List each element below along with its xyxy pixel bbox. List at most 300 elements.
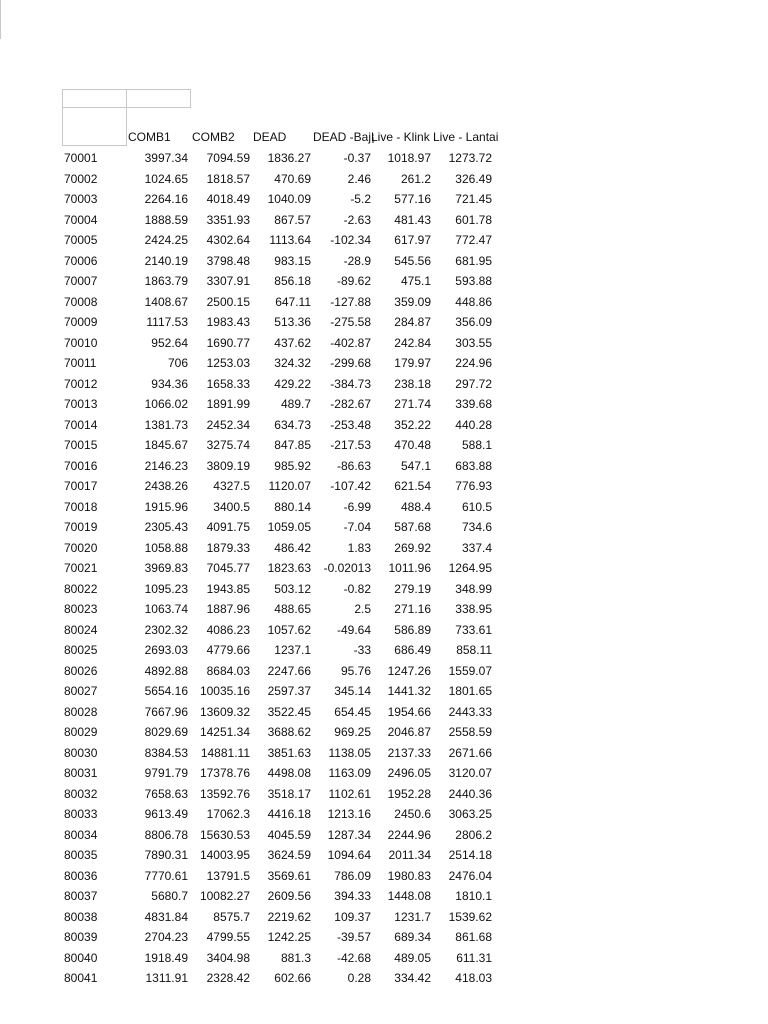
row-id: 80030 — [64, 745, 98, 760]
row-id: 80023 — [64, 602, 98, 616]
table-row — [0, 292, 768, 313]
comb1-cell: 2305.43 — [144, 520, 188, 534]
live-klink-cell: 238.18 — [394, 376, 431, 391]
comb2-cell: 4302.64 — [206, 233, 250, 247]
live-klink-cell: 1018.97 — [387, 151, 431, 165]
comb1-cell: 7667.96 — [144, 704, 188, 719]
live-klink-cell: 2244.96 — [387, 827, 431, 842]
comb2-cell: 3400.5 — [213, 499, 250, 514]
live-lantai-cell: 356.09 — [455, 315, 492, 329]
live-klink-cell: 352.22 — [394, 417, 431, 432]
dead-cell: 470.69 — [274, 171, 311, 186]
live-lantai-cell: 610.5 — [461, 499, 492, 514]
comb1-cell: 1311.91 — [145, 971, 188, 985]
comb2-cell: 1887.96 — [206, 602, 250, 616]
empty-cell[interactable] — [62, 107, 127, 146]
comb1-cell: 1024.65 — [144, 171, 188, 186]
live-klink-cell: 547.1 — [400, 458, 431, 473]
dead-baj-cell: 2.46 — [347, 171, 371, 186]
row-id: 70019 — [64, 520, 98, 534]
comb2-cell: 14003.95 — [199, 848, 250, 862]
comb2-cell: 1943.85 — [206, 581, 250, 596]
dead-cell: 486.42 — [274, 540, 311, 555]
dead-cell: 3522.45 — [267, 704, 311, 719]
comb1-cell: 5680.7 — [151, 889, 188, 903]
live-lantai-cell: 337.4 — [461, 540, 492, 555]
dead-cell: 1040.09 — [267, 192, 311, 206]
comb1-cell: 2146.23 — [144, 458, 188, 473]
comb2-cell: 3404.98 — [206, 950, 250, 965]
dead-cell: 1120.07 — [268, 479, 311, 493]
live-lantai-cell: 338.95 — [455, 602, 492, 616]
live-lantai-cell: 2806.2 — [455, 827, 492, 842]
table-row — [0, 435, 768, 456]
live-klink-cell: 1448.08 — [387, 889, 431, 903]
dead-cell: 1113.64 — [269, 233, 311, 247]
table-row — [0, 476, 768, 497]
comb1-cell: 1058.88 — [144, 540, 188, 555]
dead-cell: 488.65 — [274, 602, 311, 616]
dead-baj-cell: 1287.34 — [327, 827, 371, 842]
dead-cell: 513.36 — [274, 315, 311, 329]
comb1-cell: 1863.79 — [144, 274, 188, 288]
comb2-cell: 1983.43 — [206, 315, 250, 329]
dead-baj-cell: -2.63 — [343, 212, 371, 227]
live-lantai-cell: 733.61 — [455, 622, 492, 637]
live-lantai-cell: 1810.1 — [455, 889, 492, 903]
live-klink-cell: 2137.33 — [387, 745, 431, 760]
live-lantai-cell: 1273.72 — [448, 151, 492, 165]
table-row — [0, 333, 768, 354]
comb2-cell: 8575.7 — [213, 909, 250, 924]
dead-baj-cell: 1094.64 — [327, 848, 371, 862]
row-id: 70016 — [64, 458, 98, 473]
header-comb1: COMB1 — [128, 130, 171, 144]
table-row — [0, 702, 768, 723]
comb1-cell: 3969.83 — [144, 561, 188, 575]
live-klink-cell: 586.89 — [394, 622, 431, 637]
live-klink-cell: 271.74 — [394, 397, 431, 411]
live-lantai-cell: 593.88 — [455, 274, 492, 288]
comb1-cell: 1888.59 — [144, 212, 188, 227]
live-lantai-cell: 2558.59 — [448, 725, 492, 739]
comb1-cell: 1095.23 — [144, 581, 188, 596]
comb2-cell: 4086.23 — [206, 622, 250, 637]
row-id: 80033 — [64, 807, 98, 821]
comb2-cell: 7094.59 — [206, 151, 250, 165]
comb1-cell: 2264.16 — [144, 192, 188, 206]
live-lantai-cell: 3120.07 — [448, 766, 492, 780]
comb1-cell: 5654.16 — [144, 684, 188, 698]
table-row — [0, 456, 768, 477]
comb2-cell: 4779.66 — [206, 643, 250, 657]
row-id: 70009 — [64, 315, 98, 329]
live-klink-cell: 1247.26 — [387, 663, 431, 678]
table-row — [0, 845, 768, 866]
dead-baj-cell: -384.73 — [330, 376, 371, 391]
row-id: 80039 — [64, 930, 98, 944]
table-body — [0, 148, 768, 989]
live-klink-cell: 621.54 — [394, 479, 431, 493]
comb2-cell: 8684.03 — [206, 663, 250, 678]
dead-cell: 324.32 — [274, 356, 311, 370]
row-id: 80027 — [64, 684, 98, 698]
dead-baj-cell: -86.63 — [336, 458, 371, 473]
dead-baj-cell: 786.09 — [334, 868, 371, 883]
comb2-cell: 1253.03 — [206, 356, 250, 370]
dead-baj-cell: 0.28 — [347, 971, 371, 985]
dead-baj-cell: -253.48 — [330, 417, 371, 432]
dead-cell: 2247.66 — [267, 663, 311, 678]
table-row — [0, 558, 768, 579]
dead-cell: 647.11 — [275, 294, 311, 309]
table-row — [0, 681, 768, 702]
live-klink-cell: 545.56 — [394, 253, 431, 268]
table-row — [0, 640, 768, 661]
comb2-cell: 2500.15 — [206, 294, 250, 309]
comb2-cell: 1891.99 — [206, 397, 250, 411]
comb1-cell: 934.36 — [151, 376, 188, 391]
dead-baj-cell: -107.42 — [330, 479, 371, 493]
row-id: 70017 — [64, 479, 98, 493]
header-comb2: COMB2 — [192, 130, 235, 144]
comb1-cell: 4892.88 — [144, 663, 188, 678]
row-id: 70002 — [64, 171, 98, 186]
comb2-cell: 4018.49 — [206, 192, 250, 206]
dead-baj-cell: -0.02013 — [323, 561, 371, 575]
live-klink-cell: 2046.87 — [387, 725, 431, 739]
live-lantai-cell: 2671.66 — [448, 745, 492, 760]
comb2-cell: 7045.77 — [206, 561, 250, 575]
table-row — [0, 374, 768, 395]
comb2-cell: 2452.34 — [206, 417, 250, 432]
live-lantai-cell: 3063.25 — [448, 807, 492, 821]
live-klink-cell: 2496.05 — [387, 766, 431, 780]
cell-divider — [0, 0, 2, 39]
table-row — [0, 353, 768, 374]
comb1-cell: 706 — [167, 356, 188, 370]
dead-cell: 1059.05 — [267, 520, 311, 534]
comb1-cell: 1408.67 — [144, 294, 188, 309]
comb1-cell: 2693.03 — [144, 643, 188, 657]
dead-cell: 3624.59 — [267, 848, 311, 862]
comb2-cell: 1818.57 — [206, 171, 250, 186]
row-id: 70020 — [64, 540, 98, 555]
live-klink-cell: 359.09 — [394, 294, 431, 309]
live-klink-cell: 279.19 — [394, 581, 431, 596]
header-live-klink: Live - Klink — [371, 130, 430, 144]
dead-baj-cell: -49.64 — [336, 622, 371, 637]
row-id: 80029 — [64, 725, 98, 739]
live-klink-cell: 271.16 — [394, 602, 431, 616]
dead-cell: 1242.25 — [267, 930, 311, 944]
comb2-cell: 1658.33 — [206, 376, 250, 391]
dead-cell: 985.92 — [274, 458, 311, 473]
dead-baj-cell: -299.68 — [330, 356, 371, 370]
comb1-cell: 8384.53 — [144, 745, 188, 760]
dead-cell: 880.14 — [274, 499, 311, 514]
comb1-cell: 3997.34 — [144, 151, 188, 165]
comb2-cell: 3351.93 — [206, 212, 250, 227]
live-klink-cell: 577.16 — [394, 192, 431, 206]
comb2-cell: 17378.76 — [199, 766, 250, 780]
row-id: 70011 — [64, 356, 97, 370]
table-row — [0, 948, 768, 969]
live-lantai-cell: 303.55 — [455, 335, 492, 350]
comb1-cell: 1066.02 — [144, 397, 188, 411]
live-klink-cell: 489.05 — [394, 950, 431, 965]
dead-cell: 503.12 — [274, 581, 311, 596]
live-klink-cell: 1952.28 — [387, 786, 431, 801]
comb1-cell: 1381.73 — [144, 417, 188, 432]
live-lantai-cell: 601.78 — [455, 212, 492, 227]
dead-cell: 2219.62 — [267, 909, 311, 924]
table-row — [0, 825, 768, 846]
comb2-cell: 14881.11 — [200, 745, 250, 760]
comb1-cell: 2704.23 — [144, 930, 188, 944]
dead-cell: 3569.61 — [267, 868, 311, 883]
row-id: 80035 — [64, 848, 98, 862]
table-row — [0, 722, 768, 743]
live-klink-cell: 1231.7 — [394, 909, 431, 924]
live-klink-cell: 475.1 — [400, 274, 431, 288]
table-row — [0, 599, 768, 620]
table-row — [0, 169, 768, 190]
dead-baj-cell: -39.57 — [336, 930, 371, 944]
dead-baj-cell: 1.83 — [347, 540, 371, 555]
row-id: 70006 — [64, 253, 98, 268]
dead-baj-cell: 394.33 — [334, 889, 371, 903]
row-id: 80036 — [64, 868, 98, 883]
row-id: 80041 — [64, 971, 98, 985]
dead-cell: 1823.63 — [267, 561, 311, 575]
table-row — [0, 784, 768, 805]
dead-baj-cell: -28.9 — [343, 253, 371, 268]
live-klink-cell: 2011.34 — [388, 848, 431, 862]
dead-cell: 602.66 — [274, 971, 311, 985]
dead-cell: 2609.56 — [267, 889, 311, 903]
comb2-cell: 1690.77 — [206, 335, 250, 350]
live-klink-cell: 1980.83 — [387, 868, 431, 883]
live-lantai-cell: 2476.04 — [448, 868, 492, 883]
table-row — [0, 579, 768, 600]
live-lantai-cell: 1559.07 — [448, 663, 492, 678]
live-lantai-cell: 418.03 — [455, 971, 492, 985]
live-klink-cell: 261.2 — [400, 171, 431, 186]
row-id: 70007 — [64, 274, 98, 288]
dead-cell: 847.85 — [274, 438, 311, 452]
live-lantai-cell: 1801.65 — [448, 684, 492, 698]
comb1-cell: 7770.61 — [144, 868, 188, 883]
live-lantai-cell: 1264.95 — [448, 561, 492, 575]
live-lantai-cell: 776.93 — [455, 479, 492, 493]
dead-cell: 3688.62 — [267, 725, 311, 739]
dead-baj-cell: -102.34 — [330, 233, 371, 247]
table-row — [0, 230, 768, 251]
row-id: 70014 — [64, 417, 98, 432]
comb2-cell: 3307.91 — [206, 274, 250, 288]
dead-baj-cell: 2.5 — [354, 602, 371, 616]
comb1-cell: 1845.67 — [144, 438, 188, 452]
comb1-cell: 1063.74 — [144, 602, 188, 616]
empty-cell[interactable] — [126, 89, 191, 108]
live-klink-cell: 179.97 — [394, 356, 431, 370]
row-id: 80022 — [64, 581, 98, 596]
header-live-lantai: Live - Lantai — [433, 130, 499, 144]
comb2-cell: 3275.74 — [206, 438, 250, 452]
dead-baj-cell: -275.58 — [330, 315, 371, 329]
row-id: 80032 — [64, 786, 98, 801]
dead-cell: 856.18 — [274, 274, 311, 288]
row-id: 70013 — [64, 397, 98, 411]
table-row — [0, 907, 768, 928]
dead-baj-cell: -33 — [353, 643, 371, 657]
dead-cell: 4498.08 — [267, 766, 311, 780]
live-klink-cell: 1441.32 — [387, 684, 431, 698]
row-id: 80038 — [64, 909, 98, 924]
comb1-cell: 1918.49 — [144, 950, 188, 965]
live-klink-cell: 284.87 — [394, 315, 431, 329]
live-lantai-cell: 326.49 — [455, 171, 492, 186]
live-lantai-cell: 297.72 — [455, 376, 492, 391]
table-row — [0, 312, 768, 333]
table-row — [0, 886, 768, 907]
dead-baj-cell: -282.67 — [330, 397, 371, 411]
dead-cell: 3518.17 — [267, 786, 311, 801]
comb2-cell: 15630.53 — [199, 827, 250, 842]
row-id: 70018 — [64, 499, 98, 514]
dead-cell: 437.62 — [274, 335, 311, 350]
live-lantai-cell: 1539.62 — [448, 909, 492, 924]
dead-baj-cell: -7.04 — [343, 520, 371, 534]
dead-cell: 1057.62 — [267, 622, 311, 637]
comb1-cell: 2438.26 — [144, 479, 188, 493]
dead-baj-cell: -0.82 — [343, 581, 371, 596]
live-lantai-cell: 772.47 — [455, 233, 492, 247]
dead-cell: 1836.27 — [267, 151, 311, 165]
row-id: 80024 — [64, 622, 98, 637]
comb2-cell: 10035.16 — [199, 684, 250, 698]
dead-cell: 4416.18 — [267, 807, 311, 821]
live-klink-cell: 242.84 — [394, 335, 431, 350]
row-id: 70012 — [64, 376, 98, 391]
live-klink-cell: 269.92 — [394, 540, 431, 555]
dead-cell: 881.3 — [280, 950, 311, 965]
dead-cell: 2597.37 — [267, 684, 311, 698]
header-dead-baj: DEAD -Baj¡ — [313, 130, 376, 144]
row-id: 70008 — [64, 294, 98, 309]
table-row — [0, 866, 768, 887]
live-lantai-cell: 611.31 — [456, 950, 492, 965]
dead-baj-cell: 95.76 — [340, 663, 371, 678]
live-lantai-cell: 224.96 — [455, 356, 492, 370]
comb1-cell: 8029.69 — [144, 725, 188, 739]
table-row — [0, 148, 768, 169]
table-row — [0, 251, 768, 272]
dead-baj-cell: 969.25 — [334, 725, 371, 739]
dead-baj-cell: -0.37 — [343, 151, 371, 165]
table-row — [0, 394, 768, 415]
comb2-cell: 4091.75 — [206, 520, 250, 534]
row-id: 80037 — [64, 889, 98, 903]
live-klink-cell: 481.43 — [394, 212, 431, 227]
dead-cell: 983.15 — [274, 253, 311, 268]
table-row — [0, 927, 768, 948]
table-row — [0, 189, 768, 210]
table-row — [0, 271, 768, 292]
live-lantai-cell: 2443.33 — [448, 704, 492, 719]
comb2-cell: 4799.55 — [206, 930, 250, 944]
dead-baj-cell: -402.87 — [330, 335, 371, 350]
comb2-cell: 10082.27 — [199, 889, 250, 903]
comb2-cell: 13592.76 — [199, 786, 250, 801]
comb1-cell: 2140.19 — [144, 253, 188, 268]
live-lantai-cell: 339.68 — [455, 397, 492, 411]
dead-baj-cell: 1163.09 — [328, 766, 371, 780]
table-row — [0, 620, 768, 641]
live-lantai-cell: 681.95 — [455, 253, 492, 268]
comb2-cell: 3809.19 — [206, 458, 250, 473]
table-row — [0, 538, 768, 559]
dead-baj-cell: 1138.05 — [328, 745, 371, 760]
live-lantai-cell: 448.86 — [455, 294, 492, 309]
live-klink-cell: 587.68 — [394, 520, 431, 534]
table-row — [0, 661, 768, 682]
comb1-cell: 7890.31 — [144, 848, 188, 862]
row-id: 70001 — [64, 151, 98, 165]
row-id: 70015 — [64, 438, 98, 452]
dead-baj-cell: 1102.61 — [328, 786, 371, 801]
empty-cell[interactable] — [62, 89, 127, 108]
comb1-cell: 2424.25 — [144, 233, 188, 247]
comb1-cell: 1915.96 — [144, 499, 188, 514]
dead-baj-cell: -127.88 — [330, 294, 371, 309]
row-id: 70021 — [64, 561, 98, 575]
table-row — [0, 210, 768, 231]
dead-baj-cell: 345.14 — [334, 684, 371, 698]
row-id: 70005 — [64, 233, 98, 247]
live-lantai-cell: 734.6 — [461, 520, 492, 534]
table-row — [0, 763, 768, 784]
live-klink-cell: 470.48 — [394, 438, 431, 452]
row-id: 80025 — [64, 643, 98, 657]
live-lantai-cell: 440.28 — [455, 417, 492, 432]
dead-cell: 4045.59 — [267, 827, 311, 842]
table-row — [0, 804, 768, 825]
live-lantai-cell: 721.45 — [455, 192, 492, 206]
live-lantai-cell: 588.1 — [461, 438, 492, 452]
comb2-cell: 13609.32 — [199, 704, 250, 719]
comb1-cell: 9791.79 — [144, 766, 188, 780]
comb2-cell: 3798.48 — [206, 253, 250, 268]
row-id: 80026 — [64, 663, 98, 678]
comb1-cell: 952.64 — [151, 335, 188, 350]
dead-cell: 3851.63 — [267, 745, 311, 760]
dead-cell: 489.7 — [280, 397, 311, 411]
comb2-cell: 13791.5 — [206, 868, 250, 883]
row-id: 80031 — [64, 766, 98, 780]
live-klink-cell: 1954.66 — [387, 704, 431, 719]
live-klink-cell: 488.4 — [400, 499, 431, 514]
table-row — [0, 517, 768, 538]
dead-baj-cell: -89.62 — [336, 274, 371, 288]
row-id: 70004 — [64, 212, 98, 227]
live-klink-cell: 686.49 — [394, 643, 431, 657]
live-klink-cell: 1011.96 — [388, 561, 431, 575]
comb2-cell: 14251.34 — [199, 725, 250, 739]
live-klink-cell: 2450.6 — [394, 807, 431, 821]
dead-baj-cell: 654.45 — [334, 704, 371, 719]
